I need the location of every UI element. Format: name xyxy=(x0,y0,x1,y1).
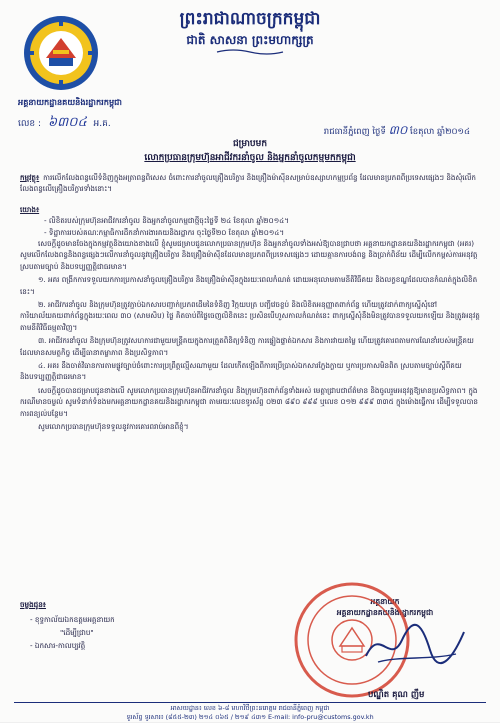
body-paragraph: ១. អគរ ពង្រីកការទទួលយកការប្រកាសនាំចូលគ្រឿងបរិក្ខារ និងគ្រឿងម៉ាស៊ីនក្នុងរយៈពេលកំណត់ ដោយអនុលោមតាមនីតិវិធីគយ និងលក្ខខណ្ឌដែលបានកំណត់ក្នុងលិខិតនេះ។ xyxy=(20,275,478,296)
body-paragraph: ៣. អាជីវករនាំចូល និងក្រុមហ៊ុនត្រូវសហការជាមួយមន្ត្រីគយក្នុងការត្រួតពិនិត្យទំនិញ ការផ្ទៀងផ្ទាត់ឯកសារ និងការវាយតម្លៃ ហើយត្រូវគោរពតាមការណែនាំរបស់មន្ត្រីគយដែលមានសមត្ថកិច្ច ដើម្បីធានាតម្លាភាព និងប្រសិទ្ធភាព។ xyxy=(20,336,474,357)
signer-name: បណ្ឌិត គុណ ញឹម xyxy=(368,690,425,700)
reference-label: លេខ : xyxy=(18,119,42,129)
cc-block xyxy=(20,598,170,652)
cc-item: "ដើម្បីជ្រាប" xyxy=(60,628,94,637)
kingdom-title: ព្រះរាជាណាចក្រកម្ពុជា xyxy=(179,9,321,29)
references-label: យោង៖ xyxy=(20,205,40,214)
date-suffix: ខែតុលា ឆ្នាំ២០១៤ xyxy=(410,127,470,137)
reference-item: - លិខិតរបស់ក្រុមហ៊ុនអាជីវករនាំចូល និងអ្នកនាំចូលកម្មជាថ្មីចុះថ្ងៃទី ២៤ ខែតុលា ឆ្នាំ២០១៤។ xyxy=(44,216,289,226)
footer-divider xyxy=(14,702,486,703)
reference-suffix: អ.គ. xyxy=(93,119,111,129)
footer-contact: ទូរស័ព្ទ ទូរសារ៖ (៨៥៥-២៣) ២១៤ ០៦៥ / ២១៩ ៤៣១ E-mail: info-pru@customs.gov.kh xyxy=(126,713,374,721)
cc-item: - ខុទ្ទកាល័យឯកឧត្តមអគ្គនាយក xyxy=(30,615,115,624)
reference-value: ៦៣០៤ xyxy=(47,115,87,130)
body-paragraph: ២. អាជីវករនាំចូល និងក្រុមហ៊ុនត្រូវភ្ជាប់ឯកសារបញ្ជាក់ប្រភពដើមនៃទំនិញ វិក្កយបត្រ បញ្ជីវេចខ្ចប់ និងលិខិតអនុញ្ញាតពាក់ព័ន្ធ ហើយត្រូវដាក់ពាក្យស្នើសុំនៅការិយាល័យគយពាក់ព័ន្ធក្នុងរយៈពេល ៣០ (សាមសិប) ថ្ងៃ គិតចាប់ពីថ្ងៃចេញលិខិតនេះ ប្រសិនបើហួសកាលកំណត់នេះ ពាក្យស្នើសុំនឹងមិនត្រូវបានទទួលយកឡើយ និងត្រូវអនុវត្តតាមនីតិវិធីធម្មតាវិញ។ xyxy=(20,300,480,332)
date-day: ៣០ xyxy=(388,123,408,137)
reference-item: - ទិដ្ឋាការរបស់គណៈកម្មាធិការដឹកនាំការងារគយនិងរដ្ឋាករ ចុះថ្ងៃទី២០ ខែតុលា ឆ្នាំ២០១៤។ xyxy=(44,227,285,237)
body-paragraph: សេចក្តីដូចមានចែងក្នុងកម្មវត្ថុនិងយោងខាងលើ ខ្ញុំសូមជម្រាបជូនលោកប្រធានក្រុមហ៊ុន និងអ្នកនាំចូលទាំងអស់ឱ្យបានជ្រាបថា អគ្គនាយកដ្ឋានគយនិងរដ្ឋាករកម្ពុជា (អគរ) សូមលើកលែងពន្ធនិងពន្ធផ្សេងៗលើការនាំចូលនូវគ្រឿងបរិក្ខារ និងគ្រឿងម៉ាស៊ីនដែលមានប្រភពពីប្រទេសផ្សេងៗ ដោយគ្មានការបង់ពន្ធ និងប្រាក់ពិន័យ ដើម្បីលើកកម្ពស់ការអនុវត្តស្របតាមច្បាប់ និងបទប្បញ្ញត្តិជាធរមាន។ xyxy=(20,239,478,271)
subject-block xyxy=(20,172,480,195)
footer-address: អាសយដ្ឋាន៖ លេខ ៦-៨ មហាវិថីព្រះនរោត្តម រាជធានីភ្នំពេញ កម្ពុជា xyxy=(170,704,330,712)
references-block xyxy=(20,204,480,238)
letter-body xyxy=(20,238,480,435)
notice-heading: ជម្រាបមក xyxy=(232,139,268,149)
customs-logo-icon xyxy=(22,14,100,92)
recipient-line: លោកប្រធានក្រុមហ៊ុនអាជីវករនាំចូល និងអ្នកនាំចូលកម្មមកកម្ពុជា xyxy=(144,153,356,163)
handwritten-signature-icon xyxy=(360,616,470,676)
cc-label: ចម្លងជូន៖ xyxy=(20,600,46,609)
subject-label: កម្មវត្ថុ៖ xyxy=(20,173,40,182)
signatory-org: អគ្គនាយកដ្ឋានគយនិងរដ្ឋាករកម្ពុជា xyxy=(336,608,434,617)
signatory-title: អគ្គនាយក xyxy=(370,597,400,606)
closing-line: សូមលោកប្រធានក្រុមហ៊ុនទទួលនូវការគោរពរាប់អានពីខ្ញុំ។ xyxy=(38,422,189,432)
ornament-divider xyxy=(215,48,285,56)
body-paragraph: សេចក្តីដូចបានជម្រាបជូនខាងលើ សូមលោកប្រធានក្រុមហ៊ុនអាជីវករនាំចូល និងក្រុមហ៊ុនពាក់ព័ន្ធទាំងអស់ មេត្តាជ្រាបជាព័ត៌មាន និងចូលរួមអនុវត្តឱ្យមានប្រសិទ្ធភាព។ ក្នុងករណីមានចម្ងល់ សូមទំនាក់ទំនងមកអគ្គនាយកដ្ឋានគយនិងរដ្ឋាករកម្ពុជា តាមរយៈលេខទូរស័ព្ទ ០២៣ ៨៩០ ៩៩៩ ឬលេខ ០១២ ៩៩៩ ៣៣៥ ក្នុងម៉ោងធ្វើការ ដើម្បីទទួលបានការពន្យល់បន្ថែម។ xyxy=(20,385,478,418)
subject-text: ការលើកលែងពន្ធលើទំនិញក្នុងអត្រាពន្ធពិសេស ចំពោះការនាំចូលគ្រឿងបរិក្ខារ និងគ្រឿងម៉ាស៊ីនសម្រាប់ឧស្សាហកម្មប្រព័ន្ធ ដែលមានប្រភពពីប្រទេសផ្សេងៗ និងសុំលើកលែងពន្ធលើគ្រឿងបរិក្ខារទាំងនោះ។ xyxy=(20,173,476,194)
department-name: អគ្គនាយកដ្ឋានគយនិងរដ្ឋាករកម្ពុជា xyxy=(18,97,122,107)
cc-item: - ឯកសារ-កាលប្បវត្តិ xyxy=(30,641,86,650)
national-motto: ជាតិ សាសនា ព្រះមហាក្សត្រ xyxy=(186,33,314,47)
date-prefix: រាជធានីភ្នំពេញ ថ្ងៃទី xyxy=(323,127,386,137)
body-paragraph: ៤. អគរ នឹងចាត់វិធានការតាមផ្លូវច្បាប់ចំពោះការប្រព្រឹត្តល្មើសណាមួយ ដែលកើតឡើងពីការប្រើប្រាស់ឯកសារក្លែងក្លាយ ឬការប្រកាសមិនពិត ស្របតាមច្បាប់ស្តីពីគយ និងបទប្បញ្ញត្តិជាធរមាន។ xyxy=(20,361,462,382)
reference-number xyxy=(18,114,111,133)
